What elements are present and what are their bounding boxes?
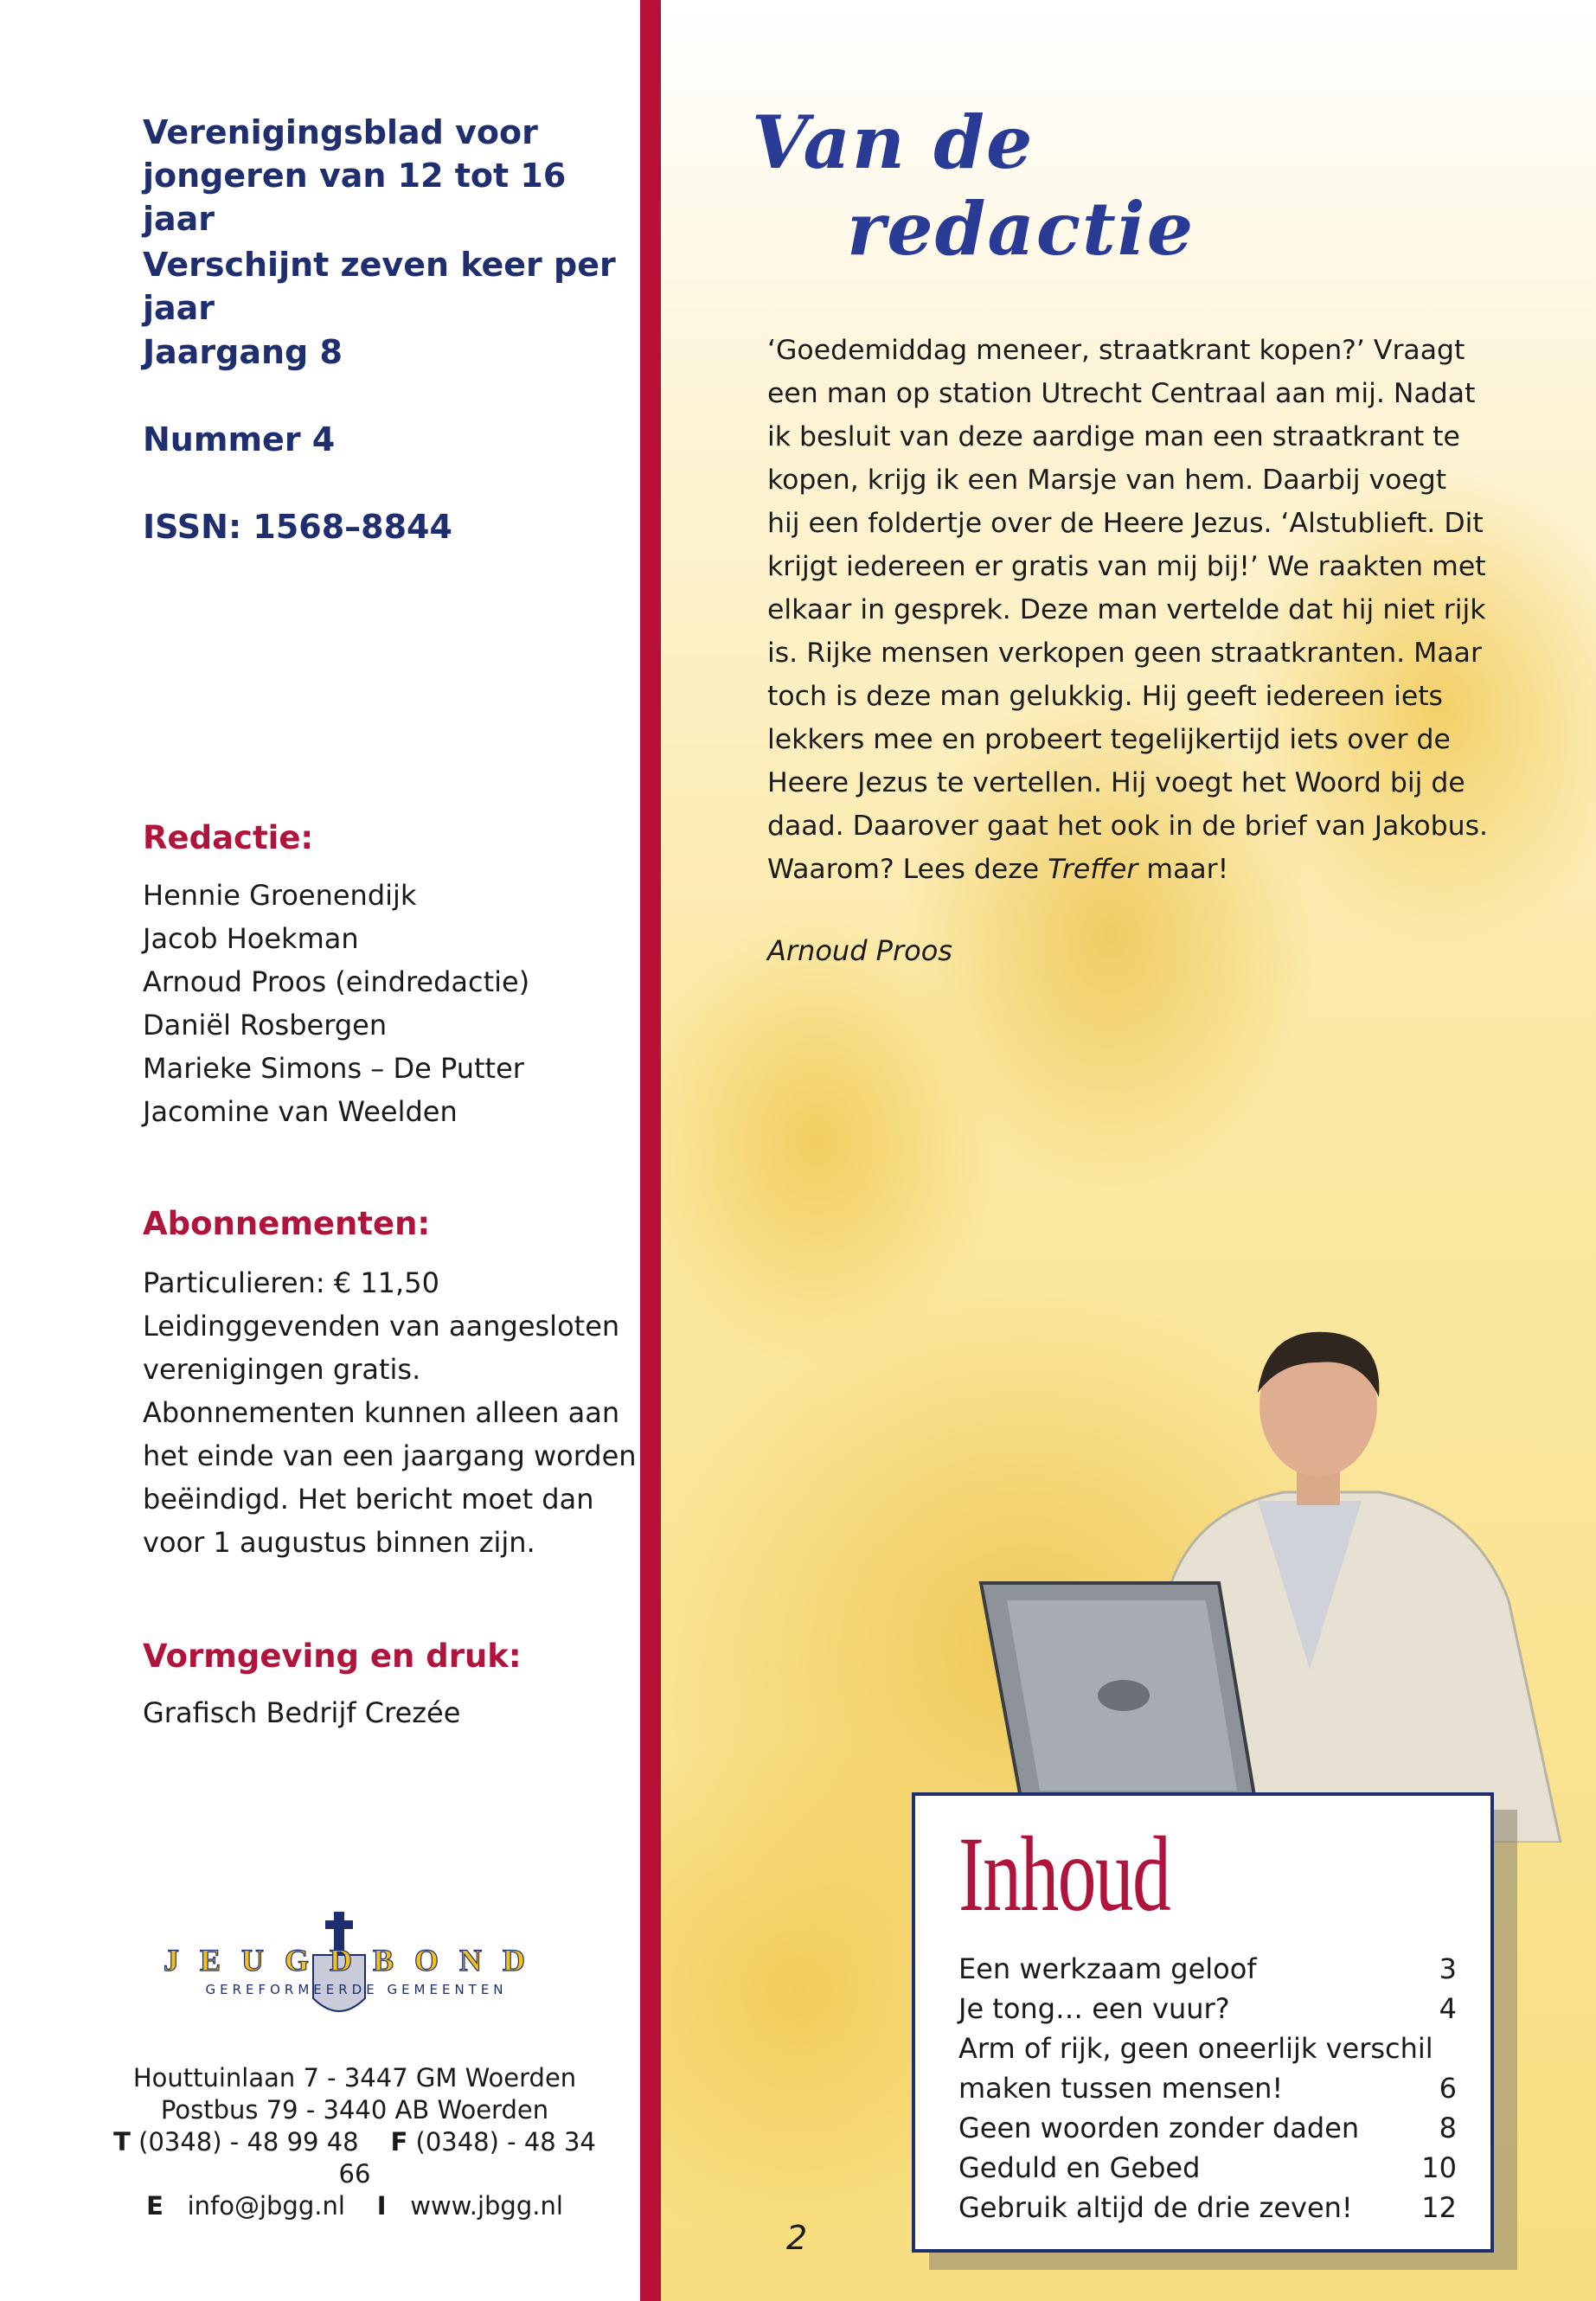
editorial-line: Heere Jezus te vertellen. Hij voegt het Woord bij de xyxy=(767,767,1465,798)
toc-item-title: Je tong… een vuur? xyxy=(958,1992,1230,2025)
redactie-member: Arnoud Proos (eindredactie) xyxy=(143,965,530,998)
editorial-line: krijgt iedereen er gratis van mij bij!’ We raakten met xyxy=(767,551,1486,582)
publication-description xyxy=(143,111,640,240)
editorial-title-line-1: Van de xyxy=(752,99,1035,185)
abonnementen-line: voor 1 augustus binnen zijn. xyxy=(143,1526,535,1559)
redactie-heading: Redactie: xyxy=(143,819,314,856)
editorial-signature: Arnoud Proos xyxy=(767,934,952,967)
editorial-line: lekkers mee en probeert tegelijkertijd iets over de xyxy=(767,724,1451,755)
logo-subtitle: GEREFORMEERDE GEMEENTEN xyxy=(205,1982,508,1997)
fax-label: F xyxy=(390,2127,408,2157)
editorial-last-line-pre: Waarom? Lees deze xyxy=(767,854,1048,885)
editorial-line: is. Rijke mensen verkopen geen straatkranten. Maar xyxy=(767,638,1482,669)
publication-line-2: jongeren van 12 tot 16 jaar xyxy=(143,157,567,238)
publication-volume: Jaargang 8 xyxy=(143,333,343,371)
toc-item[interactable] xyxy=(958,2148,1457,2188)
address-block xyxy=(95,2062,614,2222)
abonnementen-heading: Abonnementen: xyxy=(143,1205,431,1242)
toc-list xyxy=(958,1949,1457,2227)
magazine-name: Treffer xyxy=(1048,854,1138,885)
redactie-list xyxy=(143,874,529,1133)
editorial-line: elkaar in gesprek. Deze man vertelde dat hij niet rijk xyxy=(767,594,1486,625)
phone-label: T xyxy=(113,2127,131,2157)
toc-item-page: 6 xyxy=(1439,2072,1457,2105)
redactie-member: Jacomine van Weelden xyxy=(143,1095,458,1128)
address-email-web xyxy=(95,2190,614,2222)
toc-item[interactable] xyxy=(958,2108,1457,2148)
publication-line-1: Verenigingsblad voor xyxy=(143,113,538,151)
page-number: 2 xyxy=(786,2219,808,2257)
editorial-title-line-2: redactie xyxy=(847,186,1195,272)
redactie-member: Hennie Groenendijk xyxy=(143,879,417,912)
toc-item-page: 10 xyxy=(1421,2151,1457,2184)
toc-item[interactable] xyxy=(958,1949,1457,1989)
laptop-logo-icon xyxy=(1098,1680,1150,1711)
email-label: E xyxy=(146,2191,163,2221)
toc-item[interactable] xyxy=(958,1989,1457,2029)
toc-item-title: Gebruik altijd de drie zeven! xyxy=(958,2191,1353,2224)
toc-item[interactable] xyxy=(958,2188,1457,2227)
logo-wordmark: JEUGDBOND xyxy=(163,1943,547,1977)
editorial-line: hij een foldertje over de Heere Jezus. ‘Alstublieft. Dit xyxy=(767,508,1484,539)
abonnementen-line: Abonnementen kunnen alleen aan xyxy=(143,1396,620,1429)
address-phone-fax xyxy=(95,2126,614,2190)
publication-frequency: Verschijnt zeven keer per jaar xyxy=(143,246,616,327)
toc-item-title: Geduld en Gebed xyxy=(958,2151,1201,2184)
address-street: Houttuinlaan 7 - 3447 GM Woerden xyxy=(132,2063,577,2093)
masthead-column xyxy=(0,0,640,2301)
editorial-line: toch is deze man gelukkig. Hij geeft iedereen iets xyxy=(767,681,1443,712)
editorial-body xyxy=(767,329,1494,891)
editorial-line: ik besluit van deze aardige man een straatkrant te xyxy=(767,421,1460,452)
abonnementen-line: verenigingen gratis. xyxy=(143,1353,421,1386)
address-postbus: Postbus 79 - 3440 AB Woerden xyxy=(160,2095,549,2125)
toc-item-page: 3 xyxy=(1439,1952,1457,1985)
editorial-line: ‘Goedemiddag meneer, straatkrant kopen?’ Vraagt xyxy=(767,335,1465,366)
toc-item-page: 12 xyxy=(1421,2191,1457,2224)
web-value[interactable]: www.jbgg.nl xyxy=(410,2191,563,2221)
abonnementen-line: het einde van een jaargang worden xyxy=(143,1439,637,1472)
vormgeving-heading: Vormgeving en druk: xyxy=(143,1638,522,1675)
publication-issn: ISSN: 1568–8844 xyxy=(143,508,452,546)
toc-title: Inhoud xyxy=(958,1815,1170,1933)
abonnementen-line: Particulieren: € 11,50 xyxy=(143,1266,439,1299)
toc-item-title: Arm of rijk, geen oneerlijk verschil xyxy=(958,2032,1433,2065)
web-label: I xyxy=(376,2191,387,2221)
toc-item-title-continued: maken tussen mensen! xyxy=(958,2072,1284,2105)
jeugdbond-logo xyxy=(130,1903,580,2033)
redactie-member: Daniël Rosbergen xyxy=(143,1009,388,1042)
toc-item-page: 4 xyxy=(1439,1992,1457,2025)
column-divider xyxy=(640,0,661,2301)
email-value[interactable]: info@jbgg.nl xyxy=(187,2191,345,2221)
redactie-member: Marieke Simons – De Putter xyxy=(143,1052,524,1085)
publication-issue: Nummer 4 xyxy=(143,420,336,458)
editorial-line: een man op station Utrecht Centraal aan mij. Nadat xyxy=(767,378,1476,409)
editor-photo xyxy=(972,1324,1595,1843)
editorial-last-line-post: maar! xyxy=(1138,854,1229,885)
abonnementen-text xyxy=(143,1261,637,1564)
toc-item-title: Een werkzaam geloof xyxy=(958,1952,1257,1985)
vormgeving-text: Grafisch Bedrijf Crezée xyxy=(143,1696,461,1729)
toc-item-page: 8 xyxy=(1439,2112,1457,2144)
phone-value: (0348) - 48 99 48 xyxy=(138,2127,359,2157)
toc-item[interactable] xyxy=(958,2029,1457,2108)
editorial-line: kopen, krijg ik een Marsje van hem. Daarbij voegt xyxy=(767,465,1447,496)
editorial-line: daad. Daarover gaat het ook in de brief van Jakobus. xyxy=(767,811,1489,842)
redactie-member: Jacob Hoekman xyxy=(143,922,359,955)
fax-value: (0348) - 48 34 66 xyxy=(338,2127,596,2189)
table-of-contents xyxy=(912,1792,1494,2253)
abonnementen-line: Leidinggevenden van aangesloten xyxy=(143,1310,620,1343)
editorial-last-line xyxy=(767,848,1494,891)
abonnementen-line: beëindigd. Het bericht moet dan xyxy=(143,1483,594,1516)
toc-item-title: Geen woorden zonder daden xyxy=(958,2112,1360,2144)
